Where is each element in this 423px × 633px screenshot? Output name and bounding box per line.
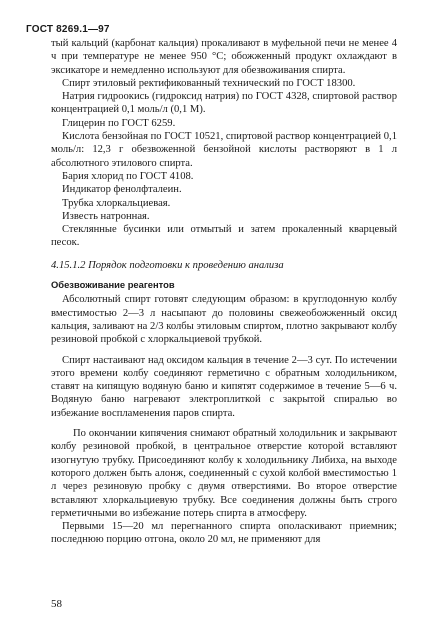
paragraph-distillation-setup: По окончании кипячения снимают обратный холодильник и закрывают колбу резиновой пробкой, в центральное отверстие которой вставляют изогнутую трубку. Присоединяют колбу к холодильнику Либиха, на выходе которого должен быть алонж, соединенный с сухой колбой вместимостью 1 л через резиновую пробку с двумя отверстиями. Во второе отверстие вставляют хлоркальциевую трубку. Все соединения должны быть строго герметичными во избежание потерь спирта в атмосферу.	[51, 428, 397, 519]
document-header: ГОСТ 8269.1—97	[26, 24, 110, 35]
paragraph-first-fractions: Первыми 15—20 мл перегнанного спирта ополаскивают приемник; последнюю порцию отгона, около 20 мл, не применяют для	[51, 521, 397, 546]
reagent-phenolphthalein: Индикатор фенолфталеин.	[62, 184, 182, 196]
paragraph-calcium-carbonate: тый кальций (карбонат кальция) прокаливают в муфельной печи не менее 4 ч при температуре не менее 950 °С; обожженный продукт охлаждают в эксикаторе и немедленно используют для обезвоживания спирта.	[51, 38, 397, 76]
reagent-soda-lime: Известь натронная.	[62, 210, 150, 222]
reagent-barium-chloride: Бария хлорид по ГОСТ 4108.	[62, 170, 194, 182]
reagent-benzoic-acid: Кислота бензойная по ГОСТ 10521, спиртовой раствор концентрацией 0,1 моль/л: 12,3 г обезвоженной бензойной кислоты растворяют в 1 л абсолютного этилового спирта.	[51, 131, 397, 169]
subheading: Обезвоживание реагентов	[51, 279, 175, 291]
reagent-sodium-hydroxide: Натрия гидроокись (гидроксид натрия) по ГОСТ 4328, спиртовой раствор концентрацией 0,1 моль/л (0,1 М).	[51, 91, 397, 116]
paragraph-absolute-alcohol: Абсолютный спирт готовят следующим образом: в круглодонную колбу вместимостью 2—3 л насыпают до половины свежеобожженный оксид кальция, заливают на 2/3 колбы этиловым спиртом, плотно закрывают колбу резиновой пробкой с хлоркальциевой трубкой.	[51, 294, 397, 346]
reagent-calcium-chloride-tube: Трубка хлоркальциевая.	[62, 197, 171, 209]
page-number: 58	[51, 598, 62, 610]
section-title: 4.15.1.2 Порядок подготовки к проведению анализа	[51, 259, 284, 271]
reagent-ethanol: Спирт этиловый ректификованный технический по ГОСТ 18300.	[62, 77, 356, 89]
reagent-glass-beads: Стеклянные бусинки или отмытый и затем прокаленный кварцевый песок.	[51, 224, 397, 249]
paragraph-reflux: Спирт настаивают над оксидом кальция в течение 2—3 сут. По истечении этого времени колбу соединяют герметично с обратным холодильником, ставят на кипящую водяную баню и кипятят содержимое в течение 5—6 ч. Водяную баню нагревают электроплиткой с закрытой спиралью во избежание воспламенения паров спирта.	[51, 354, 397, 419]
document-body	[51, 37, 397, 547]
reagent-glycerin: Глицерин по ГОСТ 6259.	[62, 117, 176, 129]
